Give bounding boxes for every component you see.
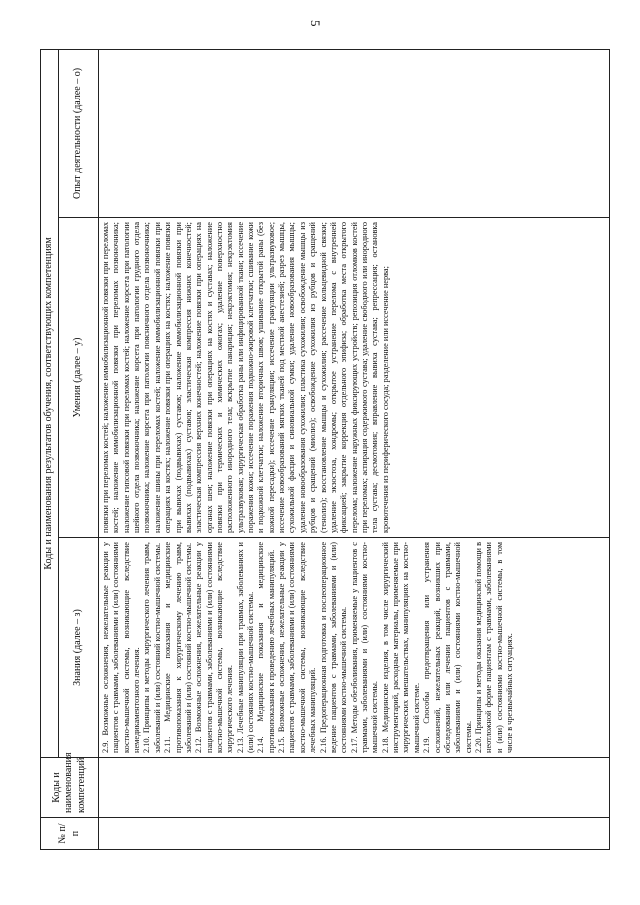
knowledge-item: 2.10. Принципы и методы хирургического лечения травм, заболеваний и (или) состояний костно-мышечной системы. [142, 542, 162, 753]
knowledge-item: 2.17. Методы обезболивания, применяемые у пациентов с травмами, заболеваниями и (или) состояниями костно-мышечной системы. [349, 542, 380, 753]
header-results-group: Коды и наименования результатов обучения, соответствующих компетенциям [41, 49, 59, 757]
header-number: № п/п [41, 818, 99, 850]
cell-knowledge [99, 538, 610, 758]
cell-skills [99, 218, 610, 538]
cell-competency-codes [99, 758, 610, 818]
knowledge-item: 2.16. Предоперационная подготовка и послеоперационное ведение пациентов с травмами, заболеваниями и (или) состояниями костно-мышечной системы. [318, 542, 349, 753]
knowledge-item: 2.19. Способы предотвращения или устранения осложнений, нежелательных реакций, возникших при обследовании или лечении пациентов с травмами, заболеваниями и (или) состояниями костно-мышечной системы. [422, 542, 473, 753]
header-knowledge: Знания (далее – з) [59, 538, 99, 758]
knowledge-item: 2.9. Возможные осложнения, нежелательные реакции у пациентов с травмами, заболеваниями и (или) состояниями костно-мышечной системы, возникающие вследствие немедикаментозного лечения. [101, 542, 142, 753]
competency-table-sheet [40, 50, 610, 850]
knowledge-item: 2.18. Медицинские изделия, в том числе хирургический инструментарий, расходные материалы, применяемые при хирургических вмешательствах, манипуляциях на костно-мышечной системе. [380, 542, 421, 753]
header-experience: Опыт деятельности (далее – о) [59, 49, 99, 217]
competency-table [40, 49, 610, 850]
header-competency-codes: Коды и наименования компетенций [41, 758, 99, 818]
knowledge-item: 2.12. Возможные осложнения, нежелательные реакции у пациентов с травмами, заболеваниями и (или) состояниями костно-мышечной системы, возникающие вследствие хирургического лечения. [194, 542, 235, 753]
cell-number [99, 818, 610, 850]
knowledge-item: 2.20. Принципы и методы оказания медицинской помощи в неотложной форме пациентам с травмами, заболеваниями и (или) состояниями костно-мышечной системы, в том числе в чрезвычайных ситуациях. [473, 542, 515, 753]
header-skills: Умения (далее – у) [59, 218, 99, 538]
knowledge-item: 2.11. Медицинские показания и медицинские противопоказания к хирургическому лечению травм, заболеваний и (или) состояний костно-мышечной системы. [163, 542, 193, 753]
knowledge-item: 2.14. Медицинские показания и медицинские противопоказания к проведению лечебных манипуляций. [256, 542, 276, 753]
skills-text: повязки при переломах костей; наложение иммобилизационной повязки при переломах костей; наложение иммобилизационной повязки при переломах позвоночника; наложение гипсовой повязки при переломах костей; наложение корсета при патологии шейного отдела позвоночника; наложение корсета при патологии грудного отдела позвоночника; наложение корсета при патологии поясничного отдела позвоночника; наложение шины при переломах костей; наложение иммобилизационной повязки при операциях на костях; наложение повязки при операциях на костях; наложение повязки при вывихах (подвывихах) суставов; наложение иммобилизационной повязки при вывихах (подвывихах) суставов; эластическая компрессия нижних конечностей; эластическая компрессия верхних конечностей; наложение повязки при операциях на органах шеи; наложение повязки при операциях на костях и суставах; наложение повязки при термических и химических ожогах; удаление поверхностно расположенного инородного тела; вскрытие панариция; некрэктомия; некрэктомия ультразвуковая; хирургическая обработка раны или инфицированной ткани; иссечение поражения кожи; иссечение поражения подкожно-жировой клетчатки; сшивание кожи и подкожной клетчатки; наложение вторичных швов; ушивание открытой раны (без кожной пересадки); иссечение грануляции; иссечение грануляции ультразвуковое; иссечение новообразований мягких тканей под местной анестезией; разрез мышцы, сухожильной фасции и синовиальной сумки; удаление новообразования мышцы; удаление новообразования сухожилия; пластика сухожилия; освобождение мышцы из рубцов и сращений (миолиз); освобождение сухожилия из рубцов и сращений (тенолиз); восстановление мышцы и сухожилия; рассечение кольцевидной связки; удаление экзостоза, хондромы; открытое устранение перелома с внутренней фиксацией; закрытие коррекция отдельного эпифиза; обработка места открытого перелома; наложение наружных фиксирующих устройств; репозиция отломков костей при переломах; аспирация содержимого сустава; удаление свободного или инородного тела сустава; десмотомия; вправление вывиха сустава; репрессация; остановка кровотечения из периферического сосуда; разделение или иссечение нерва; [101, 222, 390, 533]
cell-experience [99, 49, 610, 217]
page-number: 5 [308, 20, 323, 27]
knowledge-item: 2.13. Лечебные манипуляции при травмах, заболеваниях и (или) состояниях костно-мышечной системы. [235, 542, 256, 753]
knowledge-item: 2.15. Возможные осложнения, нежелательные реакции у пациентов с травмами, заболеваниями и (или) состояниями костно-мышечной системы, возникающие вследствие лечебных манипуляций. [277, 542, 318, 753]
